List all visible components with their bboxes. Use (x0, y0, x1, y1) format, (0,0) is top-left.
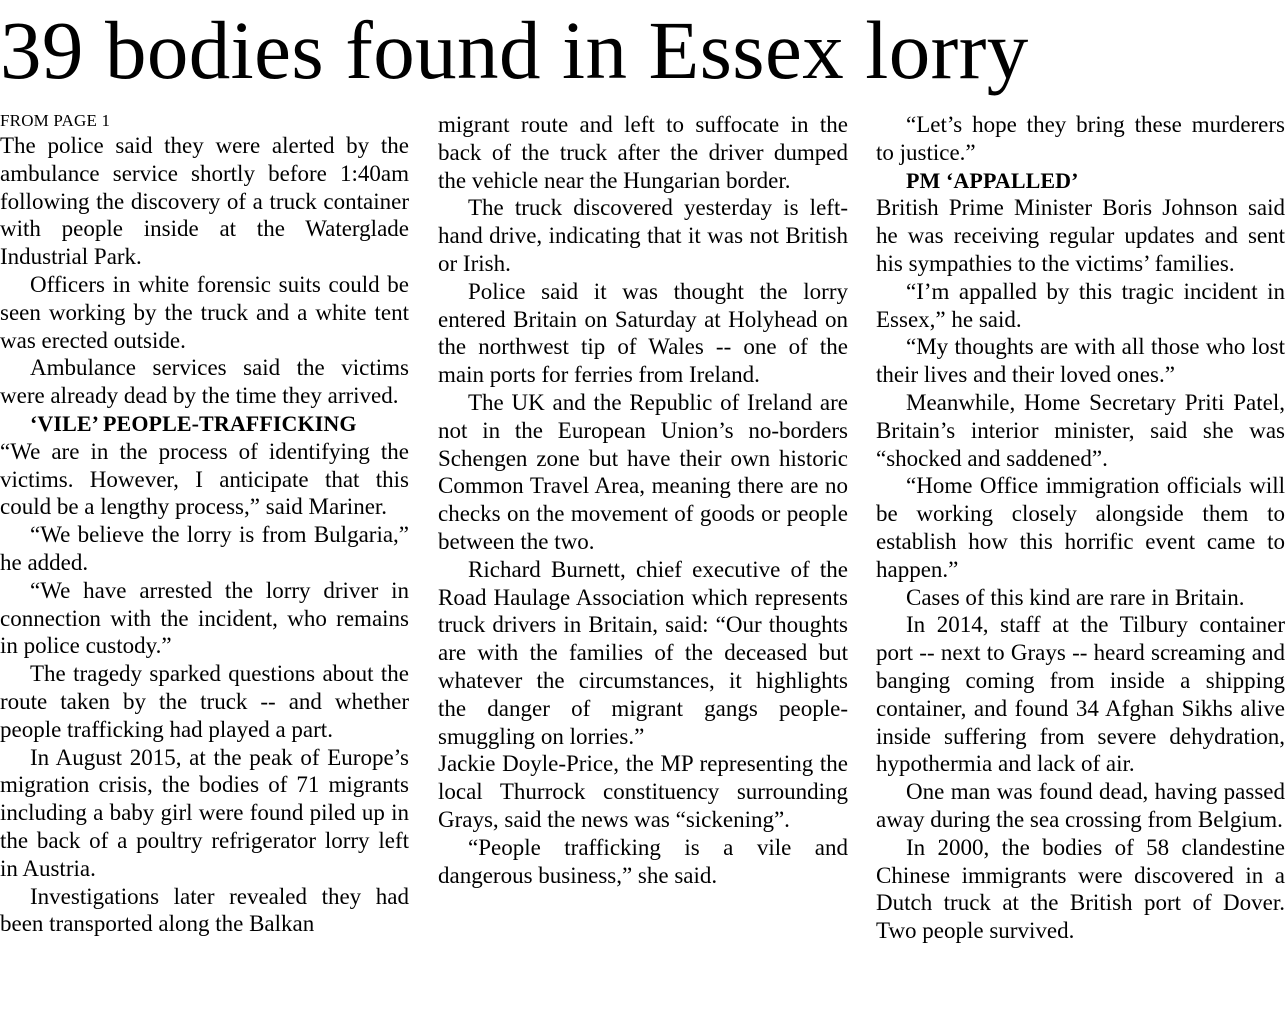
paragraph: “We are in the process of identifying the victims. However, I anticipate that this could be a lengthy process,” said Mariner. (0, 438, 409, 520)
paragraph: Meanwhile, Home Secretary Priti Patel, Britain’s interior minister, said she was “shocked and saddened”. (876, 389, 1285, 471)
paragraph: “People trafficking is a vile and dangerous business,” she said. (438, 834, 848, 888)
article-column-2 (438, 111, 848, 1031)
paragraph: Officers in white forensic suits could be seen working by the truck and a white tent was erected outside. (0, 271, 409, 353)
article-column-3 (876, 111, 1285, 1031)
paragraph: Richard Burnett, chief executive of the Road Haulage Association which represents truck drivers in Britain, said: “Our thoughts are with the families of the deceased but whatever the circumstances, it highlights the danger of migrant gangs people-smuggling on lorries.” (438, 556, 848, 749)
paragraph: Cases of this kind are rare in Britain. (906, 584, 1245, 610)
paragraph: In 2000, the bodies of 58 clandestine Chinese immigrants were discovered in a Dutch truck at the British port of Dover. Two people survived. (876, 834, 1285, 944)
paragraph: British Prime Minister Boris Johnson said he was receiving regular updates and sent his sympathies to the victims’ families. (876, 195, 1285, 276)
paragraph: Police said it was thought the lorry entered Britain on Saturday at Holyhead on the northwest tip of Wales -- one of the main ports for ferries from Ireland. (438, 278, 848, 388)
paragraph: In August 2015, at the peak of Europe’s migration crisis, the bodies of 71 migrants including a baby girl were found piled up in the back of a poultry refrigerator lorry left in Austria. (0, 744, 409, 881)
paragraph: Ambulance services said the victims were already dead by the time they arrived. (0, 355, 409, 409)
paragraph: “We have arrested the lorry driver in connection with the incident, who remains in police custody.” (0, 577, 409, 659)
paragraph: “We believe the lorry is from Bulgaria,” he added. (0, 522, 409, 575)
paragraph: The UK and the Republic of Ireland are not in the European Union’s no-borders Schengen zone but have their own historic Common Travel Area, meaning there are no checks on the movement of goods or people between the two. (438, 389, 848, 554)
paragraph: “Let’s hope they bring these murderers to justice.” (876, 112, 1285, 165)
paragraph: The tragedy sparked questions about the route taken by the truck -- and whether people trafficking had played a part. (0, 661, 409, 742)
paragraph: migrant route and left to suffocate in the back of the truck after the driver dumped the vehicle near the Hungarian border. (438, 112, 848, 193)
paragraph: Jackie Doyle-Price, the MP representing the local Thurrock constituency surrounding Grays, said the news was “sickening”. (438, 751, 848, 832)
paragraph: “My thoughts are with all those who lost their lives and their loved ones.” (876, 334, 1285, 388)
paragraph: “I’m appalled by this tragic incident in Essex,” he said. (876, 278, 1285, 332)
paragraph: One man was found dead, having passed away during the sea crossing from Belgium. (876, 779, 1285, 832)
from-page-line: FROM PAGE 1 (0, 111, 111, 130)
paragraph: The police said they were alerted by the ambulance service shortly before 1:40am following the discovery of a truck container with people inside at the Waterglade Industrial Park. (0, 133, 409, 270)
paragraph: The truck discovered yesterday is left-hand drive, indicating that it was not British or Irish. (438, 195, 848, 276)
headline: 39 bodies found in Essex lorry (0, 4, 1029, 96)
paragraph: Investigations later revealed they had been transported along the Balkan (0, 883, 409, 937)
subheading: ‘VILE’ PEOPLE-TRAFFICKING (30, 410, 357, 436)
article-column-1 (0, 110, 409, 1030)
subheading: PM ‘APPALLED’ (906, 167, 1079, 193)
paragraph: “Home Office immigration officials will be working closely alongside them to establish how this horrific event came to happen.” (876, 473, 1285, 582)
paragraph: In 2014, staff at the Tilbury container port -- next to Grays -- heard screaming and banging coming from inside a shipping container, and found 34 Afghan Sikhs alive inside suffering from severe dehydration, hypothermia and lack of air. (876, 612, 1285, 777)
